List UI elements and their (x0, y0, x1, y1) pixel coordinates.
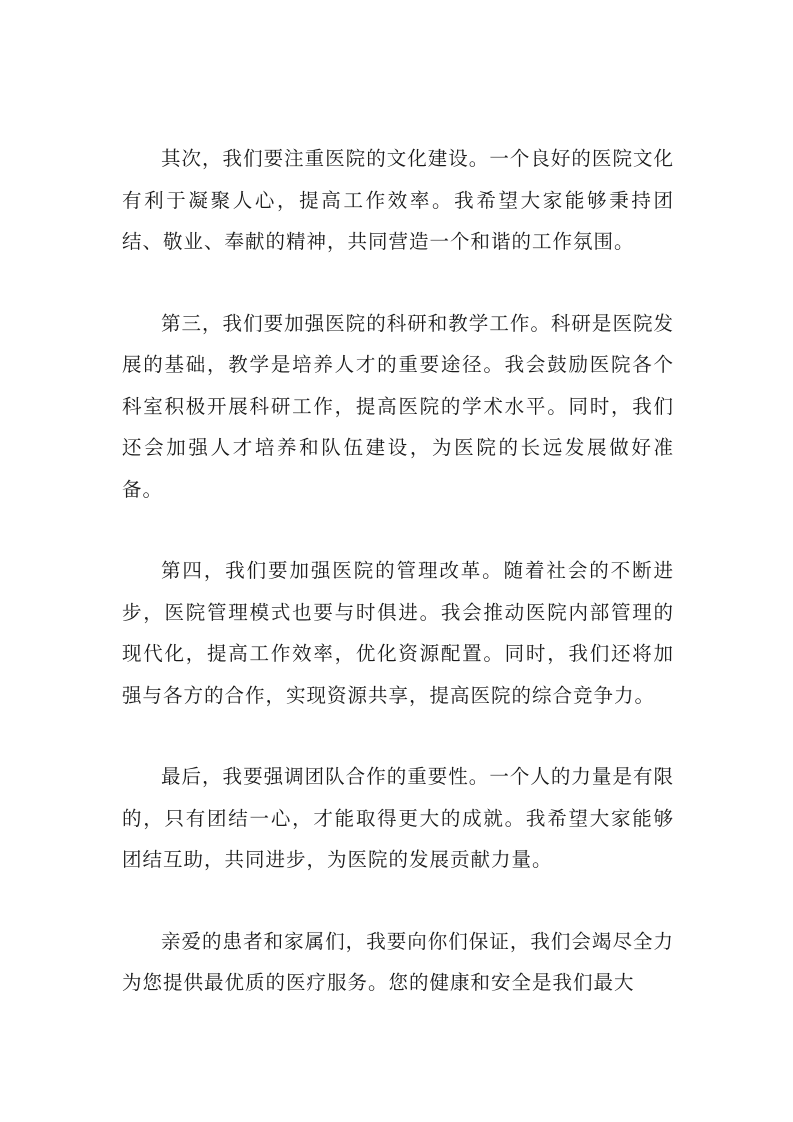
document-body (122, 138, 674, 1044)
paragraph-teamwork: 最后，我要强调团队合作的重要性。一个人的力量是有限的，只有团结一心，才能取得更大的成就。我希望大家能够团结互助，共同进步，为医院的发展贡献力量。 (122, 765, 674, 871)
paragraph-patients-promise: 亲爱的患者和家属们，我要向你们保证，我们会竭尽全力为您提供最优质的医疗服务。您的健康和安全是我们最大 (122, 929, 674, 994)
paragraph-research-teaching: 第三，我们要加强医院的科研和教学工作。科研是医院发展的基础，教学是培养人才的重要途径。我会鼓励医院各个科室积极开展科研工作，提高医院的学术水平。同时，我们还会加强人才培养和队伍建设，为医院的长远发展做好准备。 (122, 311, 674, 501)
paragraph-culture: 其次，我们要注重医院的文化建设。一个良好的医院文化有利于凝聚人心，提高工作效率。我希望大家能够秉持团结、敬业、奉献的精神，共同营造一个和谐的工作氛围。 (122, 147, 674, 253)
paragraph-management-reform: 第四，我们要加强医院的管理改革。随着社会的不断进步，医院管理模式也要与时俱进。我会推动医院内部管理的现代化，提高工作效率，优化资源配置。同时，我们还将加强与各方的合作，实现资源共享，提高医院的综合竞争力。 (122, 559, 674, 707)
